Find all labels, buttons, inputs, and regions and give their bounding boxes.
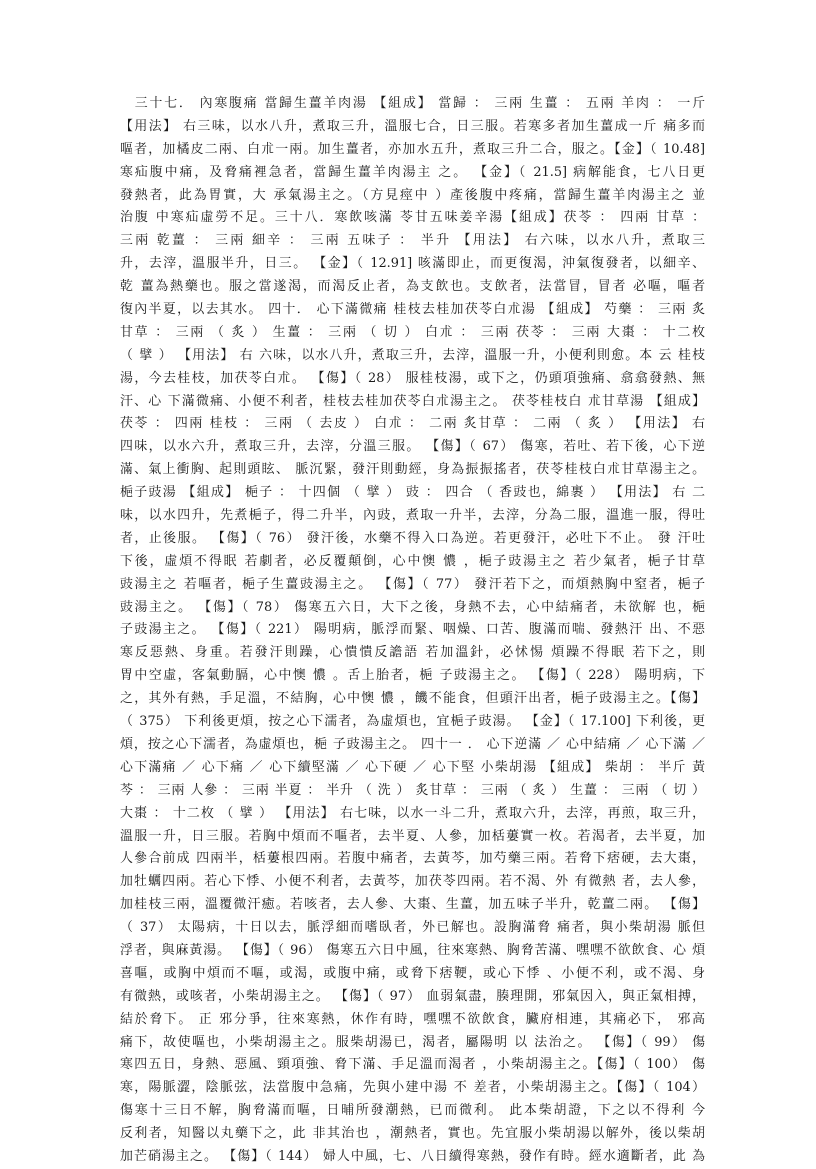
text-line: 湯，今去桂枝，加茯苓白朮。 【傷】（ 28） 服桂枝湯，或下之，仍頭項強痛、翕翕發熱、無 [120, 370, 705, 386]
document-page [120, 93, 705, 1164]
text-line: 梔子豉湯 【組成】 梔子 ： 十四個 （ 擘 ） 豉 ： 四合 （ 香豉也，綿裹 ） 【用法】 右 二 [120, 485, 705, 501]
text-line: 傷寒十三日不解，胸脅滿而嘔，日晡所發潮熱，已而微利。 此本柴胡證，下之以不得利 今 [120, 1103, 705, 1119]
text-line: 加桂枝三兩，溫覆微汗癒。若咳者，去人參、大棗、生薑，加五味子半升，乾薑二兩。 【傷】 [120, 897, 705, 913]
text-line: 之，其外有熱，手足溫，不結胸，心中懊 憹 ，饑不能食，但頭汗出者，梔子豉湯主之。【傷】 [120, 691, 705, 707]
text-line: 下後，虛煩不得眠 若劇者，必反覆顛倒，心中懊 憹 ，梔子豉湯主之 若少氣者，梔子甘草 [120, 553, 705, 569]
text-line: 四味，以水六升，煮取三升，去滓，分溫三服。 【傷】（ 67） 傷寒，若吐、若下後，心下逆 [120, 439, 705, 455]
text-line: 有微熱，或咳者，小柴胡湯主之。 【傷】（ 97） 血弱氣盡，腠理開，邪氣因入，與正氣相搏， [120, 988, 705, 1004]
text-line: 味，以水四升，先煮梔子，得二升半，內豉，煮取一升半，去滓，分為二服，溫進一服，得吐 [120, 508, 705, 524]
text-line: 結於脅下。 正 邪分爭，往來寒熱，休作有時，嘿嘿不欲飲食，臟府相連，其痛必下， 邪高 [120, 1011, 705, 1027]
text-line: 嘔者，加橘皮二兩、白朮一兩。加生薑者，亦加水五升，煮取三升二合，服之。【金】（ 10.48] [120, 141, 705, 157]
text-line: 發熱者，此為胃實，大 承氣湯主之。（方見痙中 ）產後腹中疼痛，當歸生薑羊肉湯主之 並 [120, 187, 705, 203]
text-line: 寒，陽脈澀，陰脈弦，法當腹中急痛，先與小建中湯 不 差者，小柴胡湯主之。【傷】（ 104） [120, 1080, 705, 1096]
text-line: 浮者，與麻黃湯。 【傷】（ 96） 傷寒五六日中風，往來寒熱、胸脅苦滿、嘿嘿不欲飲食、心 煩 [120, 942, 705, 958]
text-line: 汗、心 下滿微痛、小便不利者，桂枝去桂加茯苓白朮湯主之。 茯苓桂枝白 朮甘草湯 【組成】 [120, 393, 705, 409]
text-line: 寒反惡熱、身重。若發汗則躁，心憒憒反譫語 若加溫針，必怵惕 煩躁不得眠 若下之，則 [120, 645, 705, 661]
text-line: 心下滿痛 ／ 心下痛 ／ 心下續堅滿 ／ 心下硬 ／ 心下堅 小柴胡湯 【組成】 柴胡 ： 半斤 黃 [120, 759, 705, 775]
text-line: （ 375） 下利後更煩，按之心下濡者，為虛煩也，宜梔子豉湯。 【金】（ 17.100] 下利後，更 [120, 714, 705, 730]
text-line: （ 擘 ） 【用法】 右 六味，以水八升，煮取三升，去滓，溫服一升，小便利則愈。本 云 桂枝 [120, 347, 705, 363]
text-line: 升，去滓，溫服半升，日三。 【金】（ 12.91] 咳滿即止，而更復渴，沖氣復發者，以細辛、 [120, 256, 705, 272]
text-line: 喜嘔，或胸中煩而不嘔，或渴，或腹中痛，或脅下痞鞕，或心下悸 、小便不利，或不渴、身 [120, 965, 705, 981]
text-line: 茯苓 ： 四兩 桂枝 ： 三兩 （ 去皮 ） 白朮 ： 二兩 炙甘草 ： 二兩 （ 炙 ） 【用法】 右 [120, 416, 705, 432]
text-line: （ 37） 太陽病，十日以去，脈浮細而嗜臥者，外已解也。設胸滿脅 痛者，與小柴胡湯 脈但 [120, 920, 705, 936]
text-line: 豉湯主之 若嘔者，梔子生薑豉湯主之。 【傷】（ 77） 發汗若下之，而煩熱胸中窒者，梔子 [120, 576, 705, 592]
text-line: 治腹 中寒疝虛勞不足。三十八．寒飲咳滿 苓甘五味姜辛湯【組成】茯苓 ： 四兩 甘草 ： [120, 210, 705, 226]
text-line: 反利者，知醫以丸藥下之，此 非其治也 ，潮熱者，實也。先宜服小柴胡湯以解外，後以柴胡 [120, 1126, 705, 1142]
text-line: 寒四五日，身熱、惡風、頸項強、脅下滿、手足溫而渴者 ，小柴胡湯主之。【傷】（ 100） 傷 [120, 1057, 705, 1073]
text-line: 加牡蠣四兩。若心下悸、小便不利者，去黃芩，加茯苓四兩。若不渴、外 有微熱 者，去人參， [120, 874, 705, 890]
text-line: 芩 ： 三兩 人參 ： 三兩 半夏 ： 半升 （ 洗 ） 炙甘草 ： 三兩 （ 炙 ） 生薑 ： 三兩 （ 切 ） [120, 782, 705, 798]
text-line: 子豉湯主之。 【傷】（ 221） 陽明病，脈浮而緊、咽燥、口苦、腹滿而喘、發熱汗 出、不惡 [120, 622, 705, 638]
text-line: 大棗 ： 十二枚 （ 擘 ） 【用法】 右七味，以水一斗二升，煮取六升，去滓，再煎，取三升， [120, 805, 705, 821]
text-line: 溫服一升，日三服。若胸中煩而不嘔者，去半夏、人參，加栝蔞實一枚。若渴者，去半夏，加 [120, 828, 705, 844]
text-line: 甘草 ： 三兩 （ 炙 ） 生薑 ： 三兩 （ 切 ） 白朮 ： 三兩 茯苓 ： 三兩 大棗 ： 十二枚 [120, 324, 705, 340]
text-line: 人參合前成 四兩半，栝蔞根四兩。若腹中痛者，去黃芩，加芍藥三兩。若脅下痞硬，去大棗， [120, 851, 705, 867]
text-line: 豉湯主之。 【傷】（ 78） 傷寒五六日，大下之後，身熱不去，心中結痛者，未欲解 也，梔 [120, 599, 705, 615]
text-line: 三兩 乾薑 ： 三兩 細辛 ： 三兩 五味子 ： 半升 【用法】 右六味，以水八升，煮取三 [120, 233, 705, 249]
text-line: 痛下，故使嘔也，小柴胡湯主之。服柴胡湯已，渴者，屬陽明 以 法治之。 【傷】（ 99） 傷 [120, 1034, 705, 1050]
text-line: 三十七． 內寒腹痛 當歸生薑羊肉湯 【組成】 當歸 ： 三兩 生薑 ： 五兩 羊肉 ： 一斤 [120, 96, 705, 111]
text-line: 胃中空虛，客氣動膈，心中懊 憹 。舌上胎者，梔 子豉湯主之。 【傷】（ 228） 陽明病，下 [120, 668, 705, 684]
text-line: 復內半夏，以去其水。 四十． 心下滿微痛 桂枝去桂加茯苓白朮湯 【組成】 芍藥 ： 三兩 炙 [120, 302, 705, 318]
text-line: 加芒硝湯主之。 【傷】（ 144） 婦人中風，七、八日續得寒熱，發作有時。經水適斷者，此 為 [120, 1148, 705, 1164]
text-line: 者，止後服。 【傷】（ 76） 發汗後，水藥不得入口為逆。若更發汗，必吐下不止。 發 汗吐 [120, 530, 705, 546]
text-line: 寒疝腹中痛，及脅痛裡急者，當歸生薑羊肉湯主 之。 【金】（ 21.5] 病解能食，七八日更 [120, 164, 705, 180]
text-line: 乾 薑為熱藥也。服之當遂渴，而渴反止者，為支飲也。支飲者，法當冒，冒者 必嘔，嘔者 [120, 279, 705, 295]
text-line: 煩，按之心下濡者，為虛煩也，梔 子豉湯主之。 四十一 ． 心下逆滿 ／ 心中結痛 ／ 心下滿 ／ [120, 736, 705, 752]
text-line: 【用法】 右三味，以水八升，煮取三升，溫服七合，日三服。若寒多者加生薑成一斤 痛多而 [120, 118, 705, 134]
text-line: 滿、氣上衝胸、起則頭眩、 脈沉緊，發汗則動經，身為振振搖者，茯苓桂枝白朮甘草湯主之。 [120, 462, 705, 478]
